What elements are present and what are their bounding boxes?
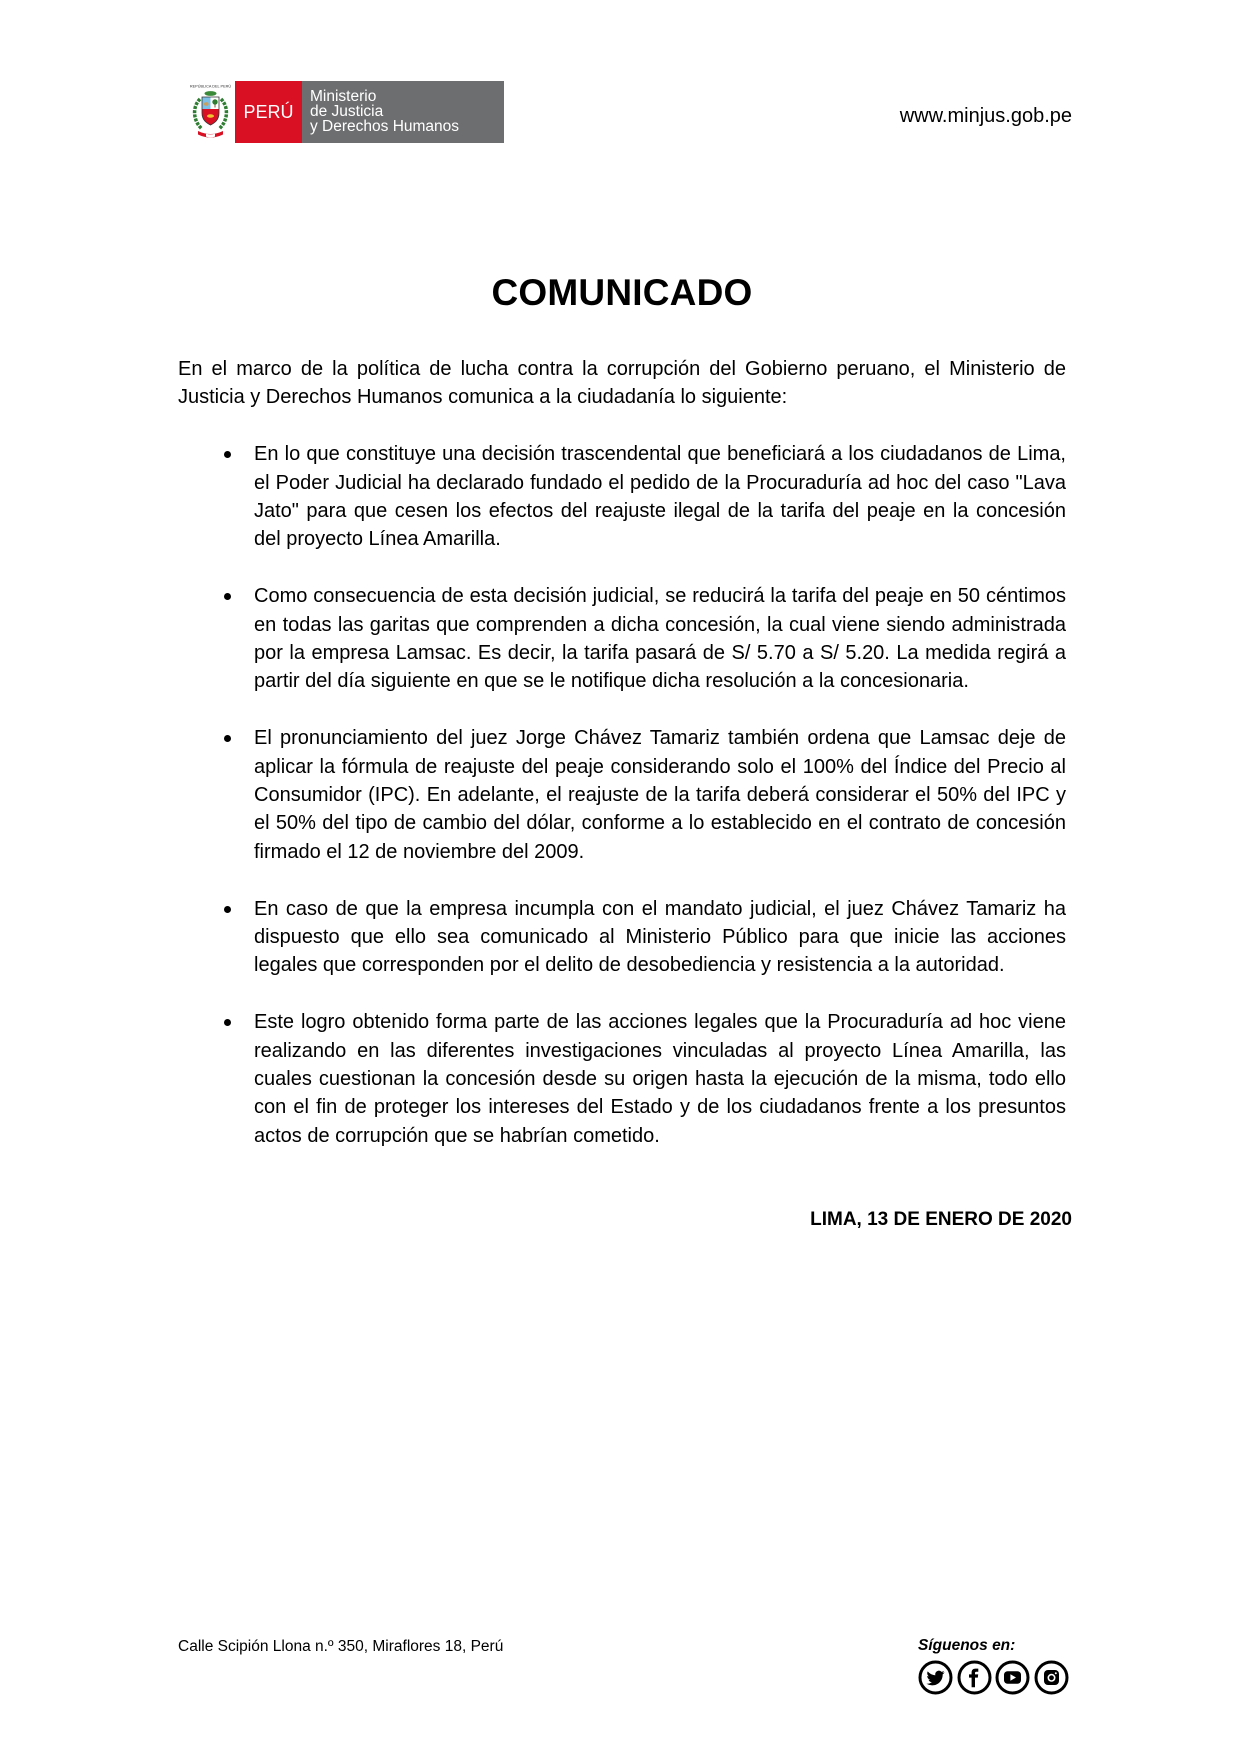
facebook-icon (957, 1660, 992, 1695)
bullet-text: Como consecuencia de esta decisión judicial, se reducirá la tarifa del peaje en 50 céntimos en todas las garitas que comprenden a dicha concesión, la cual viene siendo administrada por la empresa Lamsac. Es decir, la tarifa pasará de S/ 5.70 a S/ 5.20. La medida regirá a partir del día siguiente en que se le notifique dicha resolución a la concesionaria. (254, 585, 1066, 693)
bullet-dot (224, 1019, 231, 1026)
seal-text: REPÚBLICA DEL PERÚ (189, 84, 232, 89)
bullet-text: Este logro obtenido forma parte de las acciones legales que la Procuraduría ad hoc viene realizando en las diferentes investigaciones vinculadas al proyecto Línea Amarilla, las cuales cuestionan la concesión desde su origen hasta la ejecución de la misma, todo ello con el fin de proteger los intereses del Estado y de los ciudadanos frente a los presuntos actos de corrupción que se habrían cometido. (254, 1011, 1066, 1147)
ministry-line-3: y Derechos Humanos (310, 118, 460, 135)
bullet-dot (224, 451, 231, 458)
bullet-item (254, 1008, 1066, 1150)
bullet-list (178, 440, 1066, 1150)
bullet-text: En lo que constituye una decisión trascendental que beneficiará a los ciudadanos de Lima, el Poder Judicial ha declarado fundado el pedido de la Procuraduría ad hoc del caso "Lava Jato" para que cesen los efectos del reajuste ilegal de la tarifa del peaje en la concesión del proyecto Línea Amarilla. (254, 443, 1066, 551)
ministry-line-2: de Justicia (310, 103, 384, 120)
footer-address: Calle Scipión Llona n.º 350, Miraflores 18, Perú (178, 1638, 504, 1655)
youtube-icon (995, 1660, 1030, 1695)
social-icons (918, 1660, 1069, 1695)
bullet-text: El pronunciamiento del juez Jorge Chávez Tamariz también ordena que Lamsac deje de aplicar la fórmula de reajuste del peaje considerando solo el 100% del Índice del Precio al Consumidor (IPC). En adelante, el reajuste de la tarifa deberá considerar el 50% del IPC y el 50% del tipo de cambio del dólar, conforme a lo establecido en el contrato de concesión firmado el 12 de noviembre del 2009. (254, 727, 1066, 863)
bullet-dot (224, 593, 231, 600)
website-url: www.minjus.gob.pe (899, 105, 1072, 127)
bullet-item (254, 582, 1066, 696)
bullet-item (254, 440, 1066, 554)
document-title: COMUNICADO (491, 272, 753, 313)
intro-paragraph: En el marco de la política de lucha contra la corrupción del Gobierno peruano, el Ministerio de Justicia y Derechos Humanos comunica a la ciudadanía lo siguiente: (178, 358, 1066, 409)
ministry-logo (186, 81, 504, 143)
date-line: LIMA, 13 DE ENERO DE 2020 (810, 1209, 1072, 1231)
ministry-line-1: Ministerio (310, 88, 377, 105)
bullet-item (254, 724, 1066, 866)
bullet-dot (224, 906, 231, 913)
twitter-icon (918, 1660, 953, 1695)
follow-label: Síguenos en: (918, 1637, 1016, 1654)
bullet-dot (224, 735, 231, 742)
coat-of-arms-icon (186, 81, 235, 143)
document-body (178, 269, 1072, 1234)
bullet-item (254, 895, 1066, 980)
bullet-text: En caso de que la empresa incumpla con el mandato judicial, el juez Chávez Tamariz ha dispuesto que ello sea comunicado al Ministerio Público para que inicie las acciones legales que corresponden por el delito de desobediencia y resistencia a la autoridad. (254, 897, 1066, 977)
country-label: PERÚ (243, 102, 294, 122)
instagram-icon (1034, 1660, 1069, 1695)
